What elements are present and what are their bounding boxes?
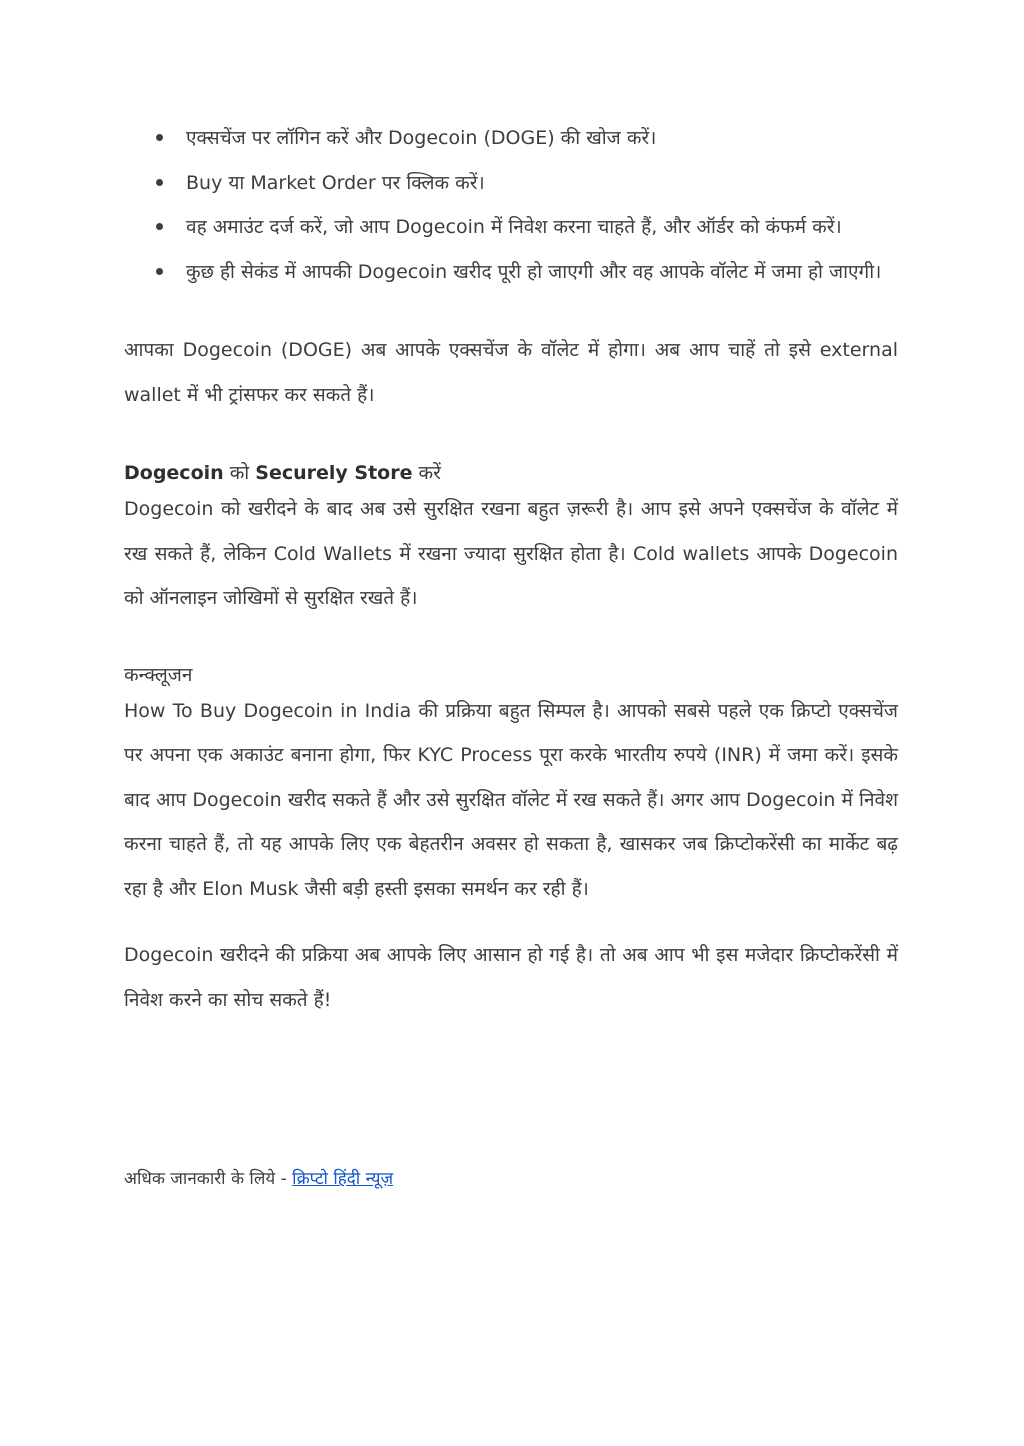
- conclusion-heading: कन्क्लूजन: [124, 663, 193, 686]
- heading-bold-dogecoin: Dogecoin: [124, 462, 224, 484]
- article-content: [124, 116, 898, 1022]
- footer-more-info: [124, 1167, 393, 1191]
- heading-bold-securely-store: Securely Store: [255, 462, 413, 484]
- list-item: वह अमाउंट दर्ज करें, जो आप Dogecoin में निवेश करना चाहते हैं, और ऑर्डर को कंफर्म करें।: [124, 205, 898, 250]
- footer-label: अधिक जानकारी के लिये -: [124, 1169, 293, 1189]
- heading-text: करें: [412, 462, 441, 484]
- list-item: Buy या Market Order पर क्लिक करें।: [124, 161, 898, 206]
- list-item: कुछ ही सेकंड में आपकी Dogecoin खरीद पूरी हो जाएगी और वह आपके वॉलेट में जमा हो जाएगी।: [124, 250, 898, 295]
- steps-list: [124, 116, 898, 294]
- closing-paragraph: Dogecoin खरीदने की प्रक्रिया अब आपके लिए आसान हो गई है। तो अब आप भी इस मजेदार क्रिप्टोकरेंसी में निवेश करने का सोच सकते हैं!: [124, 944, 898, 1011]
- wallet-note-paragraph: आपका Dogecoin (DOGE) अब आपके एक्सचेंज के वॉलेट में होगा। अब आप चाहें तो इसे external wallet में भी ट्रांसफर कर सकते हैं।: [124, 339, 898, 406]
- conclusion-paragraph: How To Buy Dogecoin in India की प्रक्रिया बहुत सिम्पल है। आपको सबसे पहले एक क्रिप्टो एक्सचेंज पर अपना एक अकाउंट बनाना होगा, फिर KYC Process पूरा करके भारतीय रुपये (INR) में जमा करें। इसके बाद आप Dogecoin खरीद सकते हैं और उसे सुरक्षित वॉलेट में रख सकते हैं। अगर आप Dogecoin में निवेश करना चाहते हैं, तो यह आपके लिए एक बेहतरीन अवसर हो सकता है, खासकर जब क्रिप्टोकरेंसी का मार्केट बढ़ रहा है और Elon Musk जैसी बड़ी हस्ती इसका समर्थन कर रही हैं।: [124, 699, 898, 900]
- list-item: एक्सचेंज पर लॉगिन करें और Dogecoin (DOGE) की खोज करें।: [124, 116, 898, 161]
- secure-store-paragraph: Dogecoin को खरीदने के बाद अब उसे सुरक्षित रखना बहुत ज़रूरी है। आप इसे अपने एक्सचेंज के वॉलेट में रख सकते हैं, लेकिन Cold Wallets में रखना ज्यादा सुरक्षित होता है। Cold wallets आपके Dogecoin को ऑनलाइन जोखिमों से सुरक्षित रखते हैं।: [124, 498, 898, 609]
- secure-store-heading: [124, 459, 898, 487]
- crypto-hindi-news-link[interactable]: क्रिप्टो हिंदी न्यूज़: [292, 1169, 394, 1189]
- heading-text: को: [223, 462, 256, 484]
